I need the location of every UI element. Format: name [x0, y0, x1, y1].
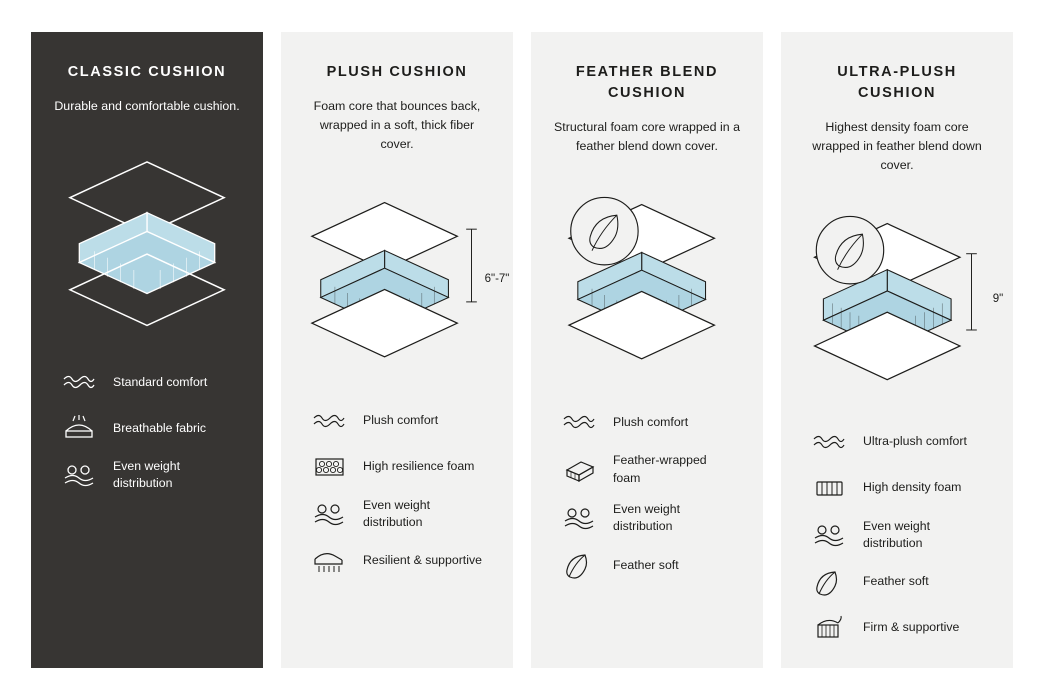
list-item [309, 405, 491, 437]
list-item [559, 501, 741, 535]
high-resilience-foam-icon [309, 451, 349, 483]
page-title: ULTRA-PLUSH CUSHION [837, 64, 957, 102]
list-item [59, 458, 241, 492]
wave-comfort-icon [559, 406, 599, 438]
feather-wrapped-foam-icon [559, 454, 599, 486]
card-description: Foam core that bounces back, wrapped in a soft, thick fiber cover. [313, 99, 481, 152]
exploded-cushion-diagram [303, 175, 491, 380]
firm-support-icon [809, 612, 849, 644]
list-item [309, 497, 491, 531]
list-item-label: Even weight distribution [113, 459, 180, 491]
list-item [809, 566, 991, 598]
list-item-label: High resilience foam [363, 459, 475, 474]
page-title: PLUSH CUSHION [326, 64, 468, 80]
dimension-bar [466, 229, 477, 302]
list-item [809, 518, 991, 552]
wave-comfort-icon [59, 366, 99, 398]
list-item-label: Feather soft [613, 557, 679, 572]
dimension-label: 9" [992, 292, 1004, 305]
list-item [59, 412, 241, 444]
list-item [809, 472, 991, 504]
list-item-label: Plush comfort [363, 413, 439, 428]
exploded-cushion-diagram [803, 196, 991, 401]
feature-list-plush [303, 405, 491, 577]
dimension-label: 6"-7" [484, 272, 510, 285]
list-item-label: Even weight distribution [863, 518, 930, 550]
high-density-foam-icon [809, 472, 849, 504]
list-item-label: Feather-wrapped foam [613, 453, 707, 485]
exploded-cushion-diagram [53, 139, 241, 339]
cushion-layer-illustration-plush [303, 169, 510, 387]
leaf-badge [816, 217, 883, 284]
list-item [809, 612, 991, 644]
cushion-layer-illustration-feather-blend [553, 170, 741, 388]
list-item [809, 426, 991, 458]
leaf-icon [809, 566, 849, 598]
leaf-icon [559, 549, 599, 581]
cushion-card-classic[interactable] [31, 32, 263, 668]
even-weight-icon [809, 519, 849, 551]
feature-list-ultra-plush [803, 426, 991, 644]
card-description: Structural foam core wrapped in a feather blend down cover. [554, 120, 740, 154]
list-item [309, 545, 491, 577]
cushion-card-plush[interactable] [281, 32, 513, 668]
list-item-label: Even weight distribution [363, 497, 430, 529]
card-description: Durable and comfortable cushion. [54, 99, 240, 114]
list-item [59, 366, 241, 398]
list-item [559, 452, 741, 486]
list-item-label: Firm & supportive [863, 620, 960, 635]
dimension-bar [966, 254, 977, 330]
cushion-card-ultra-plush[interactable] [781, 32, 1013, 668]
list-item-label: Resilient & supportive [363, 553, 482, 568]
breathable-fabric-icon [59, 412, 99, 444]
wave-comfort-icon [809, 426, 849, 458]
page-title: FEATHER BLEND CUSHION [575, 64, 719, 102]
even-weight-icon [309, 498, 349, 530]
feature-list-feather-blend [553, 406, 741, 581]
cushion-card-feather-blend[interactable] [531, 32, 763, 668]
cushion-layer-illustration-ultra-plush [803, 190, 1004, 408]
page-title: CLASSIC CUSHION [67, 64, 227, 80]
wave-comfort-icon [309, 405, 349, 437]
list-item-label: Standard comfort [113, 374, 208, 389]
list-item-label: Plush comfort [613, 414, 689, 429]
feature-list-classic [53, 366, 241, 492]
cushion-layer-illustration-classic [53, 130, 241, 348]
list-item-label: Feather soft [863, 574, 929, 589]
card-description: Highest density foam core wrapped in feather blend down cover. [812, 120, 982, 173]
resilient-support-icon [309, 545, 349, 577]
list-item-label: Even weight distribution [613, 501, 680, 534]
list-item-label: High density foam [863, 480, 962, 495]
list-item-label: Breathable fabric [113, 420, 206, 435]
exploded-cushion-diagram [553, 177, 741, 382]
even-weight-icon [59, 459, 99, 491]
list-item [559, 406, 741, 438]
list-item [559, 549, 741, 581]
list-item [309, 451, 491, 483]
even-weight-icon [559, 502, 599, 534]
list-item-label: Ultra-plush comfort [863, 434, 967, 449]
leaf-badge [571, 197, 638, 264]
